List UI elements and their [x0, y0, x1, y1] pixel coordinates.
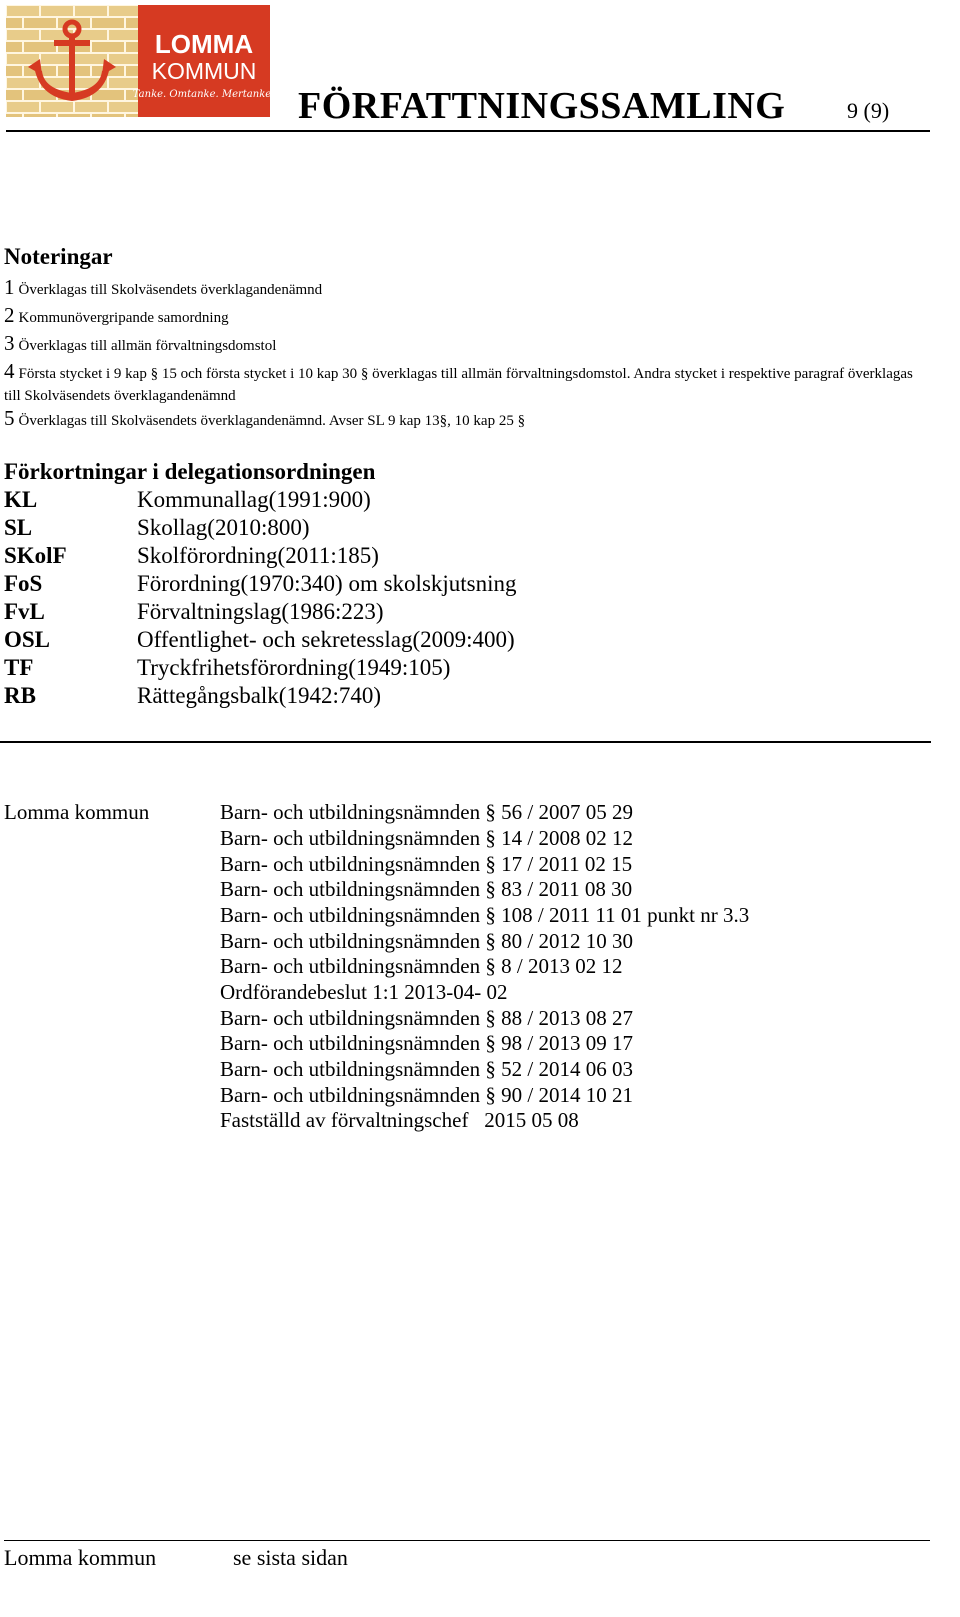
header-divider: [6, 130, 930, 132]
decision-entry: Barn- och utbildningsnämnden § 98 / 2013 09 17: [220, 1031, 633, 1055]
abbreviation-text: Skollag(2010:800): [137, 515, 310, 540]
abbreviation-code: SKolF: [4, 543, 67, 568]
abbreviation-text: Tryckfrihetsförordning(1949:105): [137, 655, 451, 680]
page-number: 9 (9): [847, 98, 890, 123]
abbreviation-code: SL: [4, 515, 33, 540]
abbreviation-text: Förordning(1970:340) om skolskjutsning: [137, 571, 517, 596]
note-item: [4, 304, 930, 329]
note-text: Överklagas till Skolväsendets överklagandenämnd: [18, 282, 323, 298]
abbreviation-code: FoS: [4, 571, 43, 596]
decision-entry: Barn- och utbildningsnämnden § 83 / 2011 08 30: [220, 877, 633, 901]
decision-entry: Fastställd av förvaltningschef 2015 05 08: [220, 1108, 579, 1132]
decision-entry: Barn- och utbildningsnämnden § 8 / 2013 02 12: [220, 954, 623, 978]
decision-entry: Barn- och utbildningsnämnden § 56 / 2007 05 29: [220, 800, 633, 824]
abbreviation-code: OSL: [4, 627, 51, 652]
note-text: Första stycket i 9 kap § 15 och första stycket i 10 kap 30 § överklagas till allmän förvaltningsdomstol. Andra stycket i respektive paragraf överklagas till Skolväsendets överklagandenämnd: [4, 366, 913, 404]
svg-text:KOMMUN: KOMMUN: [151, 58, 257, 84]
note-number: 4: [4, 359, 15, 383]
decision-entry: Barn- och utbildningsnämnden § 90 / 2014 10 21: [220, 1083, 633, 1107]
note-text: Överklagas till Skolväsendets överklagandenämnd. Avser SL 9 kap 13§, 10 kap 25 §: [18, 413, 526, 429]
note-item: [4, 407, 930, 432]
svg-text:Tanke. Omtanke. Mertanke!: Tanke. Omtanke. Mertanke!: [132, 89, 270, 100]
decision-entry: Barn- och utbildningsnämnden § 88 / 2013 08 27: [220, 1006, 633, 1030]
abbreviation-code: TF: [4, 655, 34, 680]
decision-organization: Lomma kommun: [4, 800, 150, 824]
note-item: [4, 276, 930, 301]
notes-heading: Noteringar: [4, 244, 113, 269]
decision-entry: Barn- och utbildningsnämnden § 108 / 2011 11 01 punkt nr 3.3: [220, 903, 750, 927]
note-text: Överklagas till allmän förvaltningsdomstol: [18, 338, 277, 354]
abbreviation-text: Förvaltningslag(1986:223): [137, 599, 384, 624]
footer-divider: [4, 1540, 930, 1541]
section-divider: [0, 741, 931, 743]
document-title: FÖRFATTNINGSSAMLING: [298, 85, 786, 127]
abbreviation-text: Kommunallag(1991:900): [137, 487, 371, 512]
abbreviation-code: KL: [4, 487, 38, 512]
abbreviation-text: Skolförordning(2011:185): [137, 543, 379, 568]
decision-entry: Barn- och utbildningsnämnden § 80 / 2012 10 30: [220, 929, 633, 953]
abbreviation-code: RB: [4, 683, 36, 708]
lomma-kommun-logo: [6, 5, 270, 117]
decision-entry: Barn- och utbildningsnämnden § 14 / 2008 02 12: [220, 826, 633, 850]
abbreviation-text: Rättegångsbalk(1942:740): [137, 683, 382, 708]
note-number: 5: [4, 406, 15, 430]
footer-note: se sista sidan: [233, 1545, 348, 1570]
decision-entry: Barn- och utbildningsnämnden § 52 / 2014 06 03: [220, 1057, 633, 1081]
abbreviation-code: FvL: [4, 599, 45, 624]
note-text: Kommunövergripande samordning: [18, 310, 229, 326]
footer-organization: Lomma kommun: [4, 1545, 157, 1570]
abbreviation-text: Offentlighet- och sekretesslag(2009:400): [137, 627, 515, 652]
note-number: 3: [4, 331, 15, 355]
note-item: [4, 332, 930, 357]
decision-entry: Ordförandebeslut 1:1 2013-04- 02: [220, 980, 508, 1004]
abbreviations-heading: Förkortningar i delegationsordningen: [4, 459, 376, 484]
svg-text:LOMMA: LOMMA: [154, 29, 254, 59]
note-number: 1: [4, 275, 15, 299]
note-number: 2: [4, 303, 15, 327]
note-item: [4, 360, 930, 407]
decision-entry: Barn- och utbildningsnämnden § 17 / 2011 02 15: [220, 852, 633, 876]
